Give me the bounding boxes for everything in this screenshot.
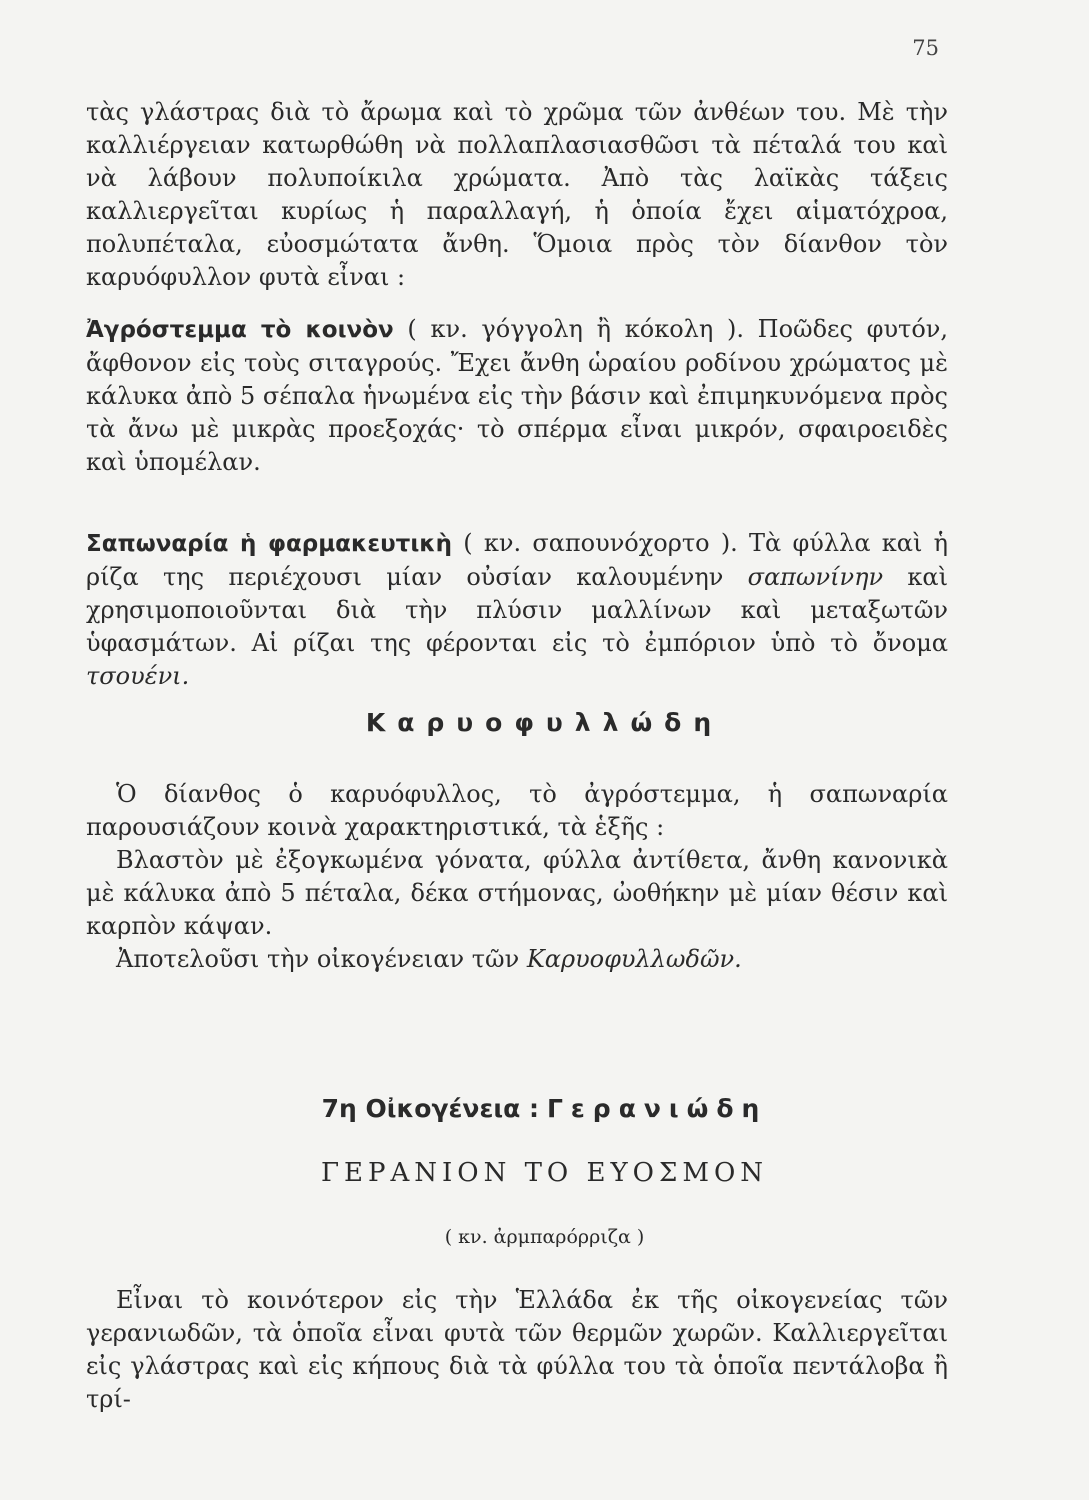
family7-name: Γερανιώδη (546, 1094, 768, 1123)
family7-heading (0, 1094, 1089, 1123)
paragraph-geranium: Εἶναι τὸ κοινότερον εἰς τὴν Ἑλλάδα ἐκ τῆς οἰκογενείας τῶν γερανιωδῶν, τὰ ὁποῖα εἶναι φυτὰ τῶν θερμῶν χωρῶν. Καλλιεργεῖται εἰς γλάστρας καὶ εἰς κήπους διὰ τὰ φύλλα του τὰ ὁποῖα πεντάλοβα ἢ τρί- (86, 1286, 948, 1413)
page-number: 75 (912, 36, 939, 60)
summary-traits: Βλαστὸν μὲ ἐξογκωμένα γόνατα, φύλλα ἀντίθετα, ἄνθη κανονικὰ μὲ κάλυκα ἀπὸ 5 πέταλα, δέκα στήμονας, ὠοθήκην μὲ μίαν θέσιν καὶ καρπὸν κάψαν. (86, 846, 948, 940)
summary-intro: Ὁ δίανθος ὁ καρυόφυλλος, τὸ ἀγρόστεμμα, ἡ σαπωναρία παρουσιάζουν κοινὰ χαρακτηριστικά, τὰ ἑξῆς : (86, 780, 948, 841)
entry-saponaria-name: Σαπωναρία ἡ φαρμακευτικὴ (86, 531, 453, 557)
entry-saponaria-italic-2: τσουένι. (86, 662, 190, 690)
species-title: ΓΕΡΑΝΙΟΝ ΤΟ ΕΥΟΣΜΟΝ (320, 1158, 769, 1188)
family-heading-caryophyllaceae: Καρυοφυλλώδη (365, 708, 724, 737)
entry-agrostemma-text: ( κν. γόγγολη ἢ κόκολη ). Ποῶδες φυτόν, ἄφθονον εἰς τοὺς σιταγρούς. Ἔχει ἄνθη ὡραίου ροδίνου χρώματος μὲ κάλυκα ἀπὸ 5 σέπαλα ἡνωμένα εἰς τὴν βάσιν καὶ ἐπιμηκυνόμενα πρὸς τὰ ἄνω μὲ μικρὰς προεξοχάς· τὸ σπέρμα εἶναι μικρόν, σφαιροειδὲς καὶ ὑπομέλαν. (86, 315, 948, 476)
entry-saponaria (86, 527, 948, 693)
species-common-name: ( κν. ἀρμπαρόρριζα ) (444, 1226, 645, 1248)
entry-saponaria-text-2: καὶ χρησιμοποιοῦνται διὰ τὴν πλύσιν μαλλίνων καὶ μεταξωτῶν ὑφασμάτων. Αἱ ρίζαι της φέρονται εἰς τὸ ἐμπόριον ὑπὸ τὸ ὄνομα (86, 563, 949, 657)
entry-saponaria-text-1: ( κν. σαπουνόχορτο ). Τὰ φύλλα καὶ ἡ ρίζα της περιέχουσι μίαν οὐσίαν καλουμένην (86, 529, 948, 591)
summary-family-name: Καρυοφυλλωδῶν. (526, 945, 742, 973)
entry-agrostemma (86, 313, 948, 479)
entry-agrostemma-name: Ἀγρόστεμμα τὸ κοινὸν (86, 317, 394, 343)
entry-saponaria-italic-1: σαπωνίνην (747, 563, 884, 591)
paragraph-carnation-cultivation: τὰς γλάστρας διὰ τὸ ἄρωμα καὶ τὸ χρῶμα τῶν ἀνθέων του. Μὲ τὴν καλλιέργειαν κατωρθώθη νὰ πολλαπλασιασθῶσι τὰ πέταλά του καὶ νὰ λάβουν πολυποίκιλα χρώματα. Ἀπὸ τὰς λαϊκὰς τάξεις καλλιεργεῖται κυρίως ἡ παραλλαγή, ἡ ὁποία ἔχει αἱματόχροα, πολυπέταλα, εὐοσμώτατα ἄνθη. Ὅμοια πρὸς τὸν δίανθον τὸν καρυόφυλλον φυτὰ εἶναι : (86, 98, 948, 291)
summary-family (86, 943, 948, 976)
summary-family-text: Ἀποτελοῦσι τὴν οἰκογένειαν τῶν (116, 945, 527, 973)
family7-prefix: 7η Οἰκογένεια : (321, 1094, 539, 1123)
